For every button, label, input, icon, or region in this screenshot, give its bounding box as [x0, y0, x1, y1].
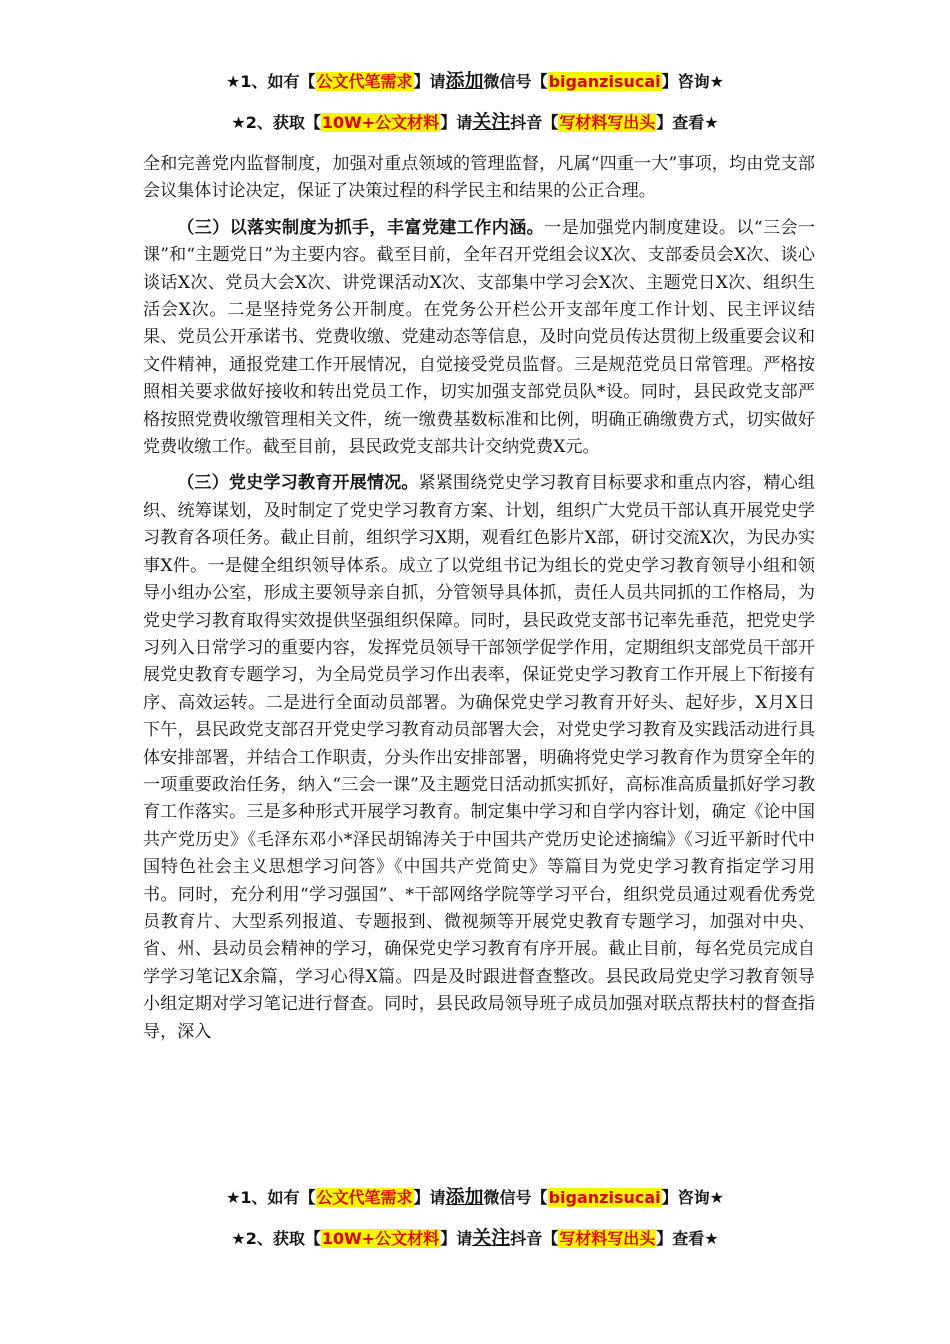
banner-text: 抖音【 — [510, 113, 559, 132]
banner-text: 】查看★ — [656, 113, 719, 132]
banner-text: 】咨询★ — [661, 72, 724, 91]
banner-text: 】请 — [413, 1188, 446, 1207]
footer-banner-line-1 — [0, 1186, 950, 1209]
paragraph-2 — [143, 215, 815, 462]
banner-text: ★2、获取【 — [231, 113, 321, 132]
banner-text: 微信号【 — [483, 72, 548, 91]
banner-text: ★1、如有【 — [226, 1188, 316, 1207]
footer-banner-line-2 — [0, 1227, 950, 1250]
banner-text: 微信号【 — [483, 1188, 548, 1207]
highlight-douyin-account: 写材料写出头 — [559, 113, 656, 132]
highlight-douyin-account: 写材料写出头 — [559, 1229, 656, 1248]
highlight-wechat-id: biganzisucai — [548, 1188, 661, 1207]
highlight-materials: 10W+公文材料 — [321, 1229, 440, 1248]
emphasis-add: 添加 — [445, 70, 484, 92]
emphasis-add: 添加 — [445, 1186, 484, 1208]
highlight-service: 公文代笔需求 — [316, 1188, 413, 1207]
paragraph-3-heading: （三）党史学习教育开展情况。 — [177, 473, 419, 494]
emphasis-follow: 关注 — [472, 1227, 511, 1249]
emphasis-follow: 关注 — [472, 111, 511, 133]
document-body — [143, 151, 815, 1046]
highlight-materials: 10W+公文材料 — [321, 113, 440, 132]
highlight-service: 公文代笔需求 — [316, 72, 413, 91]
paragraph-1: 全和完善党内监督制度，加强对重点领域的管理监督，凡属“四重一大”事项，均由党支部会议集体讨论决定，保证了决策过程的科学民主和结果的公正合理。 — [143, 154, 815, 202]
banner-text: ★1、如有【 — [226, 72, 316, 91]
banner-text: 】咨询★ — [661, 1188, 724, 1207]
banner-text: 】请 — [440, 1229, 473, 1248]
paragraph-3 — [143, 470, 815, 1046]
paragraph-2-text: 一是加强党内制度建设。以“三会一课”和“主题党日”为主要内容。截至目前，全年召开党组会议X次、支部委员会X次、谈心谈话X次、党员大会X次、讲党课活动X次、支部集中学习会X次、主题党日X次、组织生活会X次。二是坚持党务公开制度。在党务公开栏公开支部年度工作计划、民主评议结果、党员公开承诺书、党费收缴、党建动态等信息，及时向党员传达贯彻上级重要会议和文件精神，通报党建工作开展情况，自觉接受党员监督。三是规范党员日常管理。严格按照相关要求做好接收和转出党员工作，切实加强支部党员队*设。同时，县民政党支部严格按照党费收缴管理相关文件，统一缴费基数标准和比例，明确正确缴费方式，切实做好党费收缴工作。截至目前，县民政党支部共计交纳党费X元。 — [143, 217, 815, 458]
header-banner-line-1 — [0, 70, 950, 93]
highlight-wechat-id: biganzisucai — [548, 72, 661, 91]
paragraph-3-text: 紧紧围绕党史学习教育目标要求和重点内容，精心组织、统筹谋划，及时制定了党史学习教育方案、计划，组织广大党员干部认真开展党史学习教育各项任务。截止目前，组织学习X期，观看红色影片X部，研讨交流X次，为民办实事X件。一是健全组织领导体系。成立了以党组书记为组长的党史学习教育领导小组和领导小组办公室，形成主要领导亲自抓，分管领导具体抓，责任人员共同抓的工作格局，为党史学习教育取得实效提供坚强组织保障。同时，县民政党支部书记率先垂范，把党史学习列入日常学习的重要内容，发挥党员领导干部领学促学作用，定期组织支部党员干部开展党史教育专题学习，为全局党员学习作出表率，保证党史学习教育工作开展上下衔接有序、高效运转。二是进行全面动员部署。为确保党史学习教育开好头、起好步，X月X日下午，县民政党支部召开党史学习教育动员部署大会，对党史学习教育及实践活动进行具体安排部署，并结合工作职责，分头作出安排部署，明确将党史学习教育作为贯穿全年的一项重要政治任务，纳入“三会一课”及主题党日活动抓实抓好，高标准高质量抓好学习教育工作落实。三是多种形式开展学习教育。制定集中学习和自学内容计划，确定《论中国共产党历史》《毛泽东邓小*泽民胡锦涛关于中国共产党历史论述摘编》《习近平新时代中国特色社会主义思想学习问答》《中国共产党简史》等篇目为党史学习教育指定学习用书。同时，充分利用“学习强国”、*干部网络学院等学习平台，组织党员通过观看优秀党员教育片、大型系列报道、专题报到、微视频等开展党史教育专题学习，加强对中央、省、州、县动员会精神的学习，确保党史学习教育有序开展。截止目前，每名党员完成自学学习笔记X余篇，学习心得X篇。四是及时跟进督查整改。县民政局党史学习教育领导小组定期对学习笔记进行督查。同时，县民政局领导班子成员加强对联点帮扶村的督查指导，深入 — [143, 473, 815, 1042]
banner-text: 】查看★ — [656, 1229, 719, 1248]
banner-text: 】请 — [440, 113, 473, 132]
header-banner-line-2 — [0, 111, 950, 134]
banner-text: ★2、获取【 — [231, 1229, 321, 1248]
banner-text: 抖音【 — [510, 1229, 559, 1248]
banner-text: 】请 — [413, 72, 446, 91]
paragraph-2-heading: （三）以落实制度为抓手，丰富党建工作内涵。 — [177, 217, 545, 238]
